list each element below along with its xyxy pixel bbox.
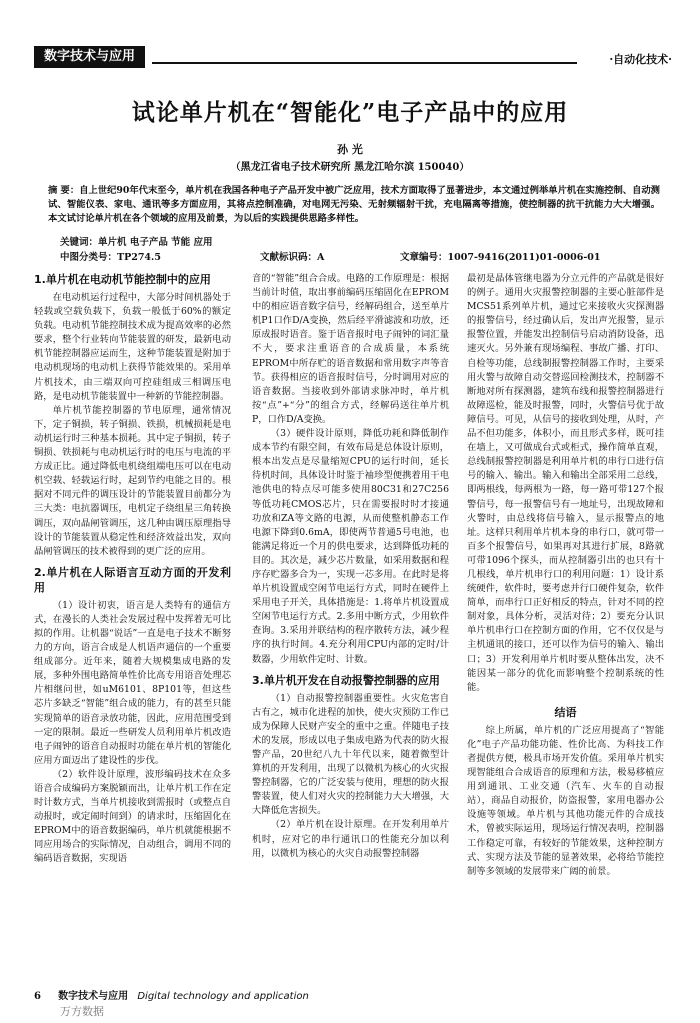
- conclusion-heading: 结语: [554, 705, 577, 719]
- keywords: [60, 234, 660, 248]
- header-rule: [152, 62, 577, 64]
- section-heading-3: 3.单片机开发在自动报警控制器的应用: [252, 673, 440, 687]
- document-code: 文献标识码：A: [260, 252, 325, 263]
- paragraph: （1）设计初衷，语言是人类特有的通信方式，在漫长的人类社会发展过程中发挥着无可比拟的作用。让机器“说话”一直是电子技术不断努力的方向，语言合成是人机语声通信的一个重要组成部分。近年来，随着大规模集成电路的发展，多种外围电路简单性价比高专用语音处理芯片相继问世，如uM6101、8P101等，但这些芯片多缺乏“智能”组合成的能力，有的甚至只能实现简单的语音录放功能，因此，应用范围受到一定的限制。最近一些研发人员利用单片机改造电子闹钟的语音自动报时功能在单片机的智能化应用方面迈出了建设性的步伐。: [34, 599, 231, 766]
- paragraph: （2）单片机在设计原理。在开发利用单片机时，应对它的串行通讯口的性能充分加以利用，以微机为核心的火灾自动报警控制器: [252, 819, 449, 859]
- paragraph: 综上所属，单片机的广泛应用提高了“智能化”电子产品功能功能、性价比高、为科技工作者提供方便，极具市场开发价值。采用单片机实现智能组合合成语音的原理和方法，极易移植应用到通讯、工业交通（汽车、火车的自动报站），商品自动报价，防盗报警，家用电器办公设施等领域。单片机与其他功能元件的合成技术，曾被实际运用，现场运行情况表明，控制器工作稳定可靠，有较好的节能效果，这种控制方式、实现方法及节能的显著效果，必将给节能控制等多领域的发展带来广阔的前景。: [467, 724, 664, 877]
- author: 孙 光: [337, 143, 363, 156]
- paragraph: （3）硬件设计原则，降低功耗和降低制作成本节约有限空间，有效布局是总体设计原则，根本出发点是尽量缩短CPU的运行时间，延长待机时间，具体设计时鉴于袖珍型便携着用干电池供电的特点尽可能多使用80C31和27C256等低功耗CMOS芯片，只在需要报时时才接通功放和ZA等文路的电源，从而使整机静态工作电源下降到0.6mA，即使两节普通5号电池，也能满足将近一个月的供电要求，达到降低功耗的目的。其次是，减少芯片数量，如采用数据和程序存贮器多合为一，实现一芯多用。在此时是将单片机设置成空闲节电运行方式，同时在硬件上采用电子开关，具体措施是：1.将单片机设置成空闲节电运行方式。2.多用中断方式，少用软件查询。3.采用并联结构的程序散转方法，减少程序的执行时间。4.充分利用CPU内部的定时/计数器，少用软件定时、计数。: [252, 428, 449, 665]
- page-footer: [34, 987, 309, 1002]
- column-3: [467, 272, 664, 879]
- page-number: 6: [34, 991, 41, 1002]
- paragraph: （2）软件设计原理，波形编码技术在众多语音合成编码方案脱颖而出，让单片机工作在定时计数方式，当单片机接收到需报时（或整点自动报时，或定闹时间到）的请求时，压缩固化在EPROM中的语音数据编码，单片机就能根据不同应用场合的实际情况，自动组合，调用不同的编码语音数据，实现语: [34, 768, 231, 865]
- paragraph: （1）自动报警控制器重要性。火灾危害自古有之，城市化进程的加快，使火灾预防工作已成为保障人民财产安全的重中之重。伴随电子技术的发展，形成以电子集成电路为代表的防火报警产品，20世纪八九十年代以来，随着微型计算机的开发利用，出现了以微机为核心的火灾报警控制器，它的广泛安装与使用，理想的防火报警装置，使人们对火灾的控制能力大大增强，大大降低危害损失。: [252, 692, 449, 817]
- paragraph: 在电动机运行过程中，大部分时间机器处于轻载或空载负载下，负载一般低于60%的额定负载。电动机节能控制技术成为提高效率的必然要求，整个行业转向节能装置的研发，最新电动机节能控制器应运而生，这种节能装置是附加于电动机现场的电动机上获得节能效果的。采用单片机技术，由三端双向可控硅组成三相调压电路，是电动机节能装置中一种新的节能控制器。: [34, 292, 231, 402]
- abstract-label: 摘 要：: [48, 185, 80, 196]
- header-category: ·自动化技术·: [609, 53, 672, 66]
- column-1: [34, 272, 231, 867]
- keywords-text: 单片机 电子产品 节能 应用: [98, 237, 213, 248]
- paragraph: 单片机节能控制器的节电原理，通常情况下，定子铜损，转子铜损、铁损，机械损耗是电动机运行时三种基本损耗。其中定子铜损，转子铜损、铁损耗与电动机运行时的电压与电流的平方成正比。通过降低电机绕组端电压可以在电动机空载、轻载运行时，起到节约电能之目的。根据对不同元件的调压设计的节能装置目前都分为三大类：电抗器调压，电机定子绕组星三角转换调压，双向晶闸管调压，这几种由调压原理指导设计的节能装置从稳定性和经济效益出发，双向晶闸管调压的技术被得到的更广泛的应用。: [34, 404, 231, 557]
- journal-name-cn: 数字技术与应用: [58, 991, 129, 1002]
- abstract-text: 自上世纪90年代末至今，单片机在我国各种电子产品开发中被广泛应用，技术方面取得了显著进步，本文通过例举单片机在实施控制、自动测试、智能仪表、家电、通讯等多方面应用，其将点控制准确，对电网无污染、无射频辐射干扰，充电隔离等措施，使控制器的抗干抗能力大大增强。本文试讨论单片机在各个领域的应用及前景，为以后的实践提供思路多样性。: [48, 185, 660, 224]
- paragraph: 最初是晶体管继电器为分立元件的产品就是很好的例子。通用火灾报警控制器的主要心脏部件是MCS51系列单片机，通过它来接收火灾探测器的报警信号，经过确认后，发出声光报警，显示报警位置，并能发出控制信号启动消防设备，迅速灭火。另外兼有现场编程、事故广播、打印、自检等功能，总线制报警控制器工作时，主要采用火警与故障自动交替巡回检测技术，控制器不断地对所有探测器，建筑布线和报警控制器进行故障巡检，能及时报警，同时，火警信号优于故障信号。可见，从信号的接收到处理，从时，产品不但功能多，体积小，而且形式多样，既可挂在墙上，又可做成台式或柜式，操作简单直观，总线制报警控制器是利用单片机的串行口进行信号的输入、输出。输入和输出全部采用二总线，即两根线，每两根为一路，每一路可带127个报警信号，每一报警信号有一地址号，出现故障和火警时，由总线将信号输入，显示报警点的地址。这样只利用单片机本身的串行口，就可带一百多个报警信号，如果再对其进行扩展，8路就可带1096个探头，而从控制器引出的也只有十几根线，单片机串行口的利用问题：1）设计系统硬件，软件时，要考虑并行口硬件复杂，软件简单，而串行口正好相反的特点，针对不同的控制对象，具体分析，灵活对待；2）要充分认识单片机串行口在控制方面的作用，它不仅仅是与主机通讯的接口，还可以作为信号的输入、输出口；3）开发利用单片机时要从整体出发，决不能因某一部分的优化而影响整个控制系统的性能。: [467, 273, 664, 693]
- keywords-label: 关键词：: [60, 237, 99, 248]
- column-2: [252, 272, 449, 861]
- paper-title: 试论单片机在“智能化”电子产品中的应用: [131, 99, 569, 126]
- section-tag: 数字技术与应用: [34, 46, 145, 68]
- paragraph: 音的“智能”组合合成。电路的工作原理是：根据当前计时值，取出事前编码压缩固化在EPROM中的相应语音数字信号，经解码组合，送至单片机P1口作D/A变换，然后经平滑滤波和功放，还原成报时语音。鉴于语音报时电子闹钟的词汇量不大，要求注重语音的合成质量，本系统EPROM中所存贮的语音数据和常用数字声等音节。获得相应的语音报时信号，分时调用对应的语音数据。当接收到外部请求脉冲时，单片机按“点”+“分”的组合方式，经解码送往单片机P，口作D/A变换。: [252, 273, 449, 425]
- journal-name-en: Digital technology and application: [137, 991, 309, 1002]
- watermark: 万方数据: [60, 1005, 104, 1018]
- clc-number: 中图分类号：TP274.5: [60, 252, 161, 263]
- article-number: 文章编号：1007-9416(2011)01-0006-01: [400, 252, 601, 263]
- section-heading-1: 1.单片机在电动机节能控制中的应用: [34, 273, 211, 286]
- affiliation: （黑龙江省电子技术研究所 黑龙江哈尔滨 150040）: [230, 162, 470, 173]
- abstract: [48, 184, 660, 226]
- section-heading-2: 2.单片机在人际语言互动方面的开发利用: [34, 565, 231, 594]
- running-header: [34, 46, 672, 68]
